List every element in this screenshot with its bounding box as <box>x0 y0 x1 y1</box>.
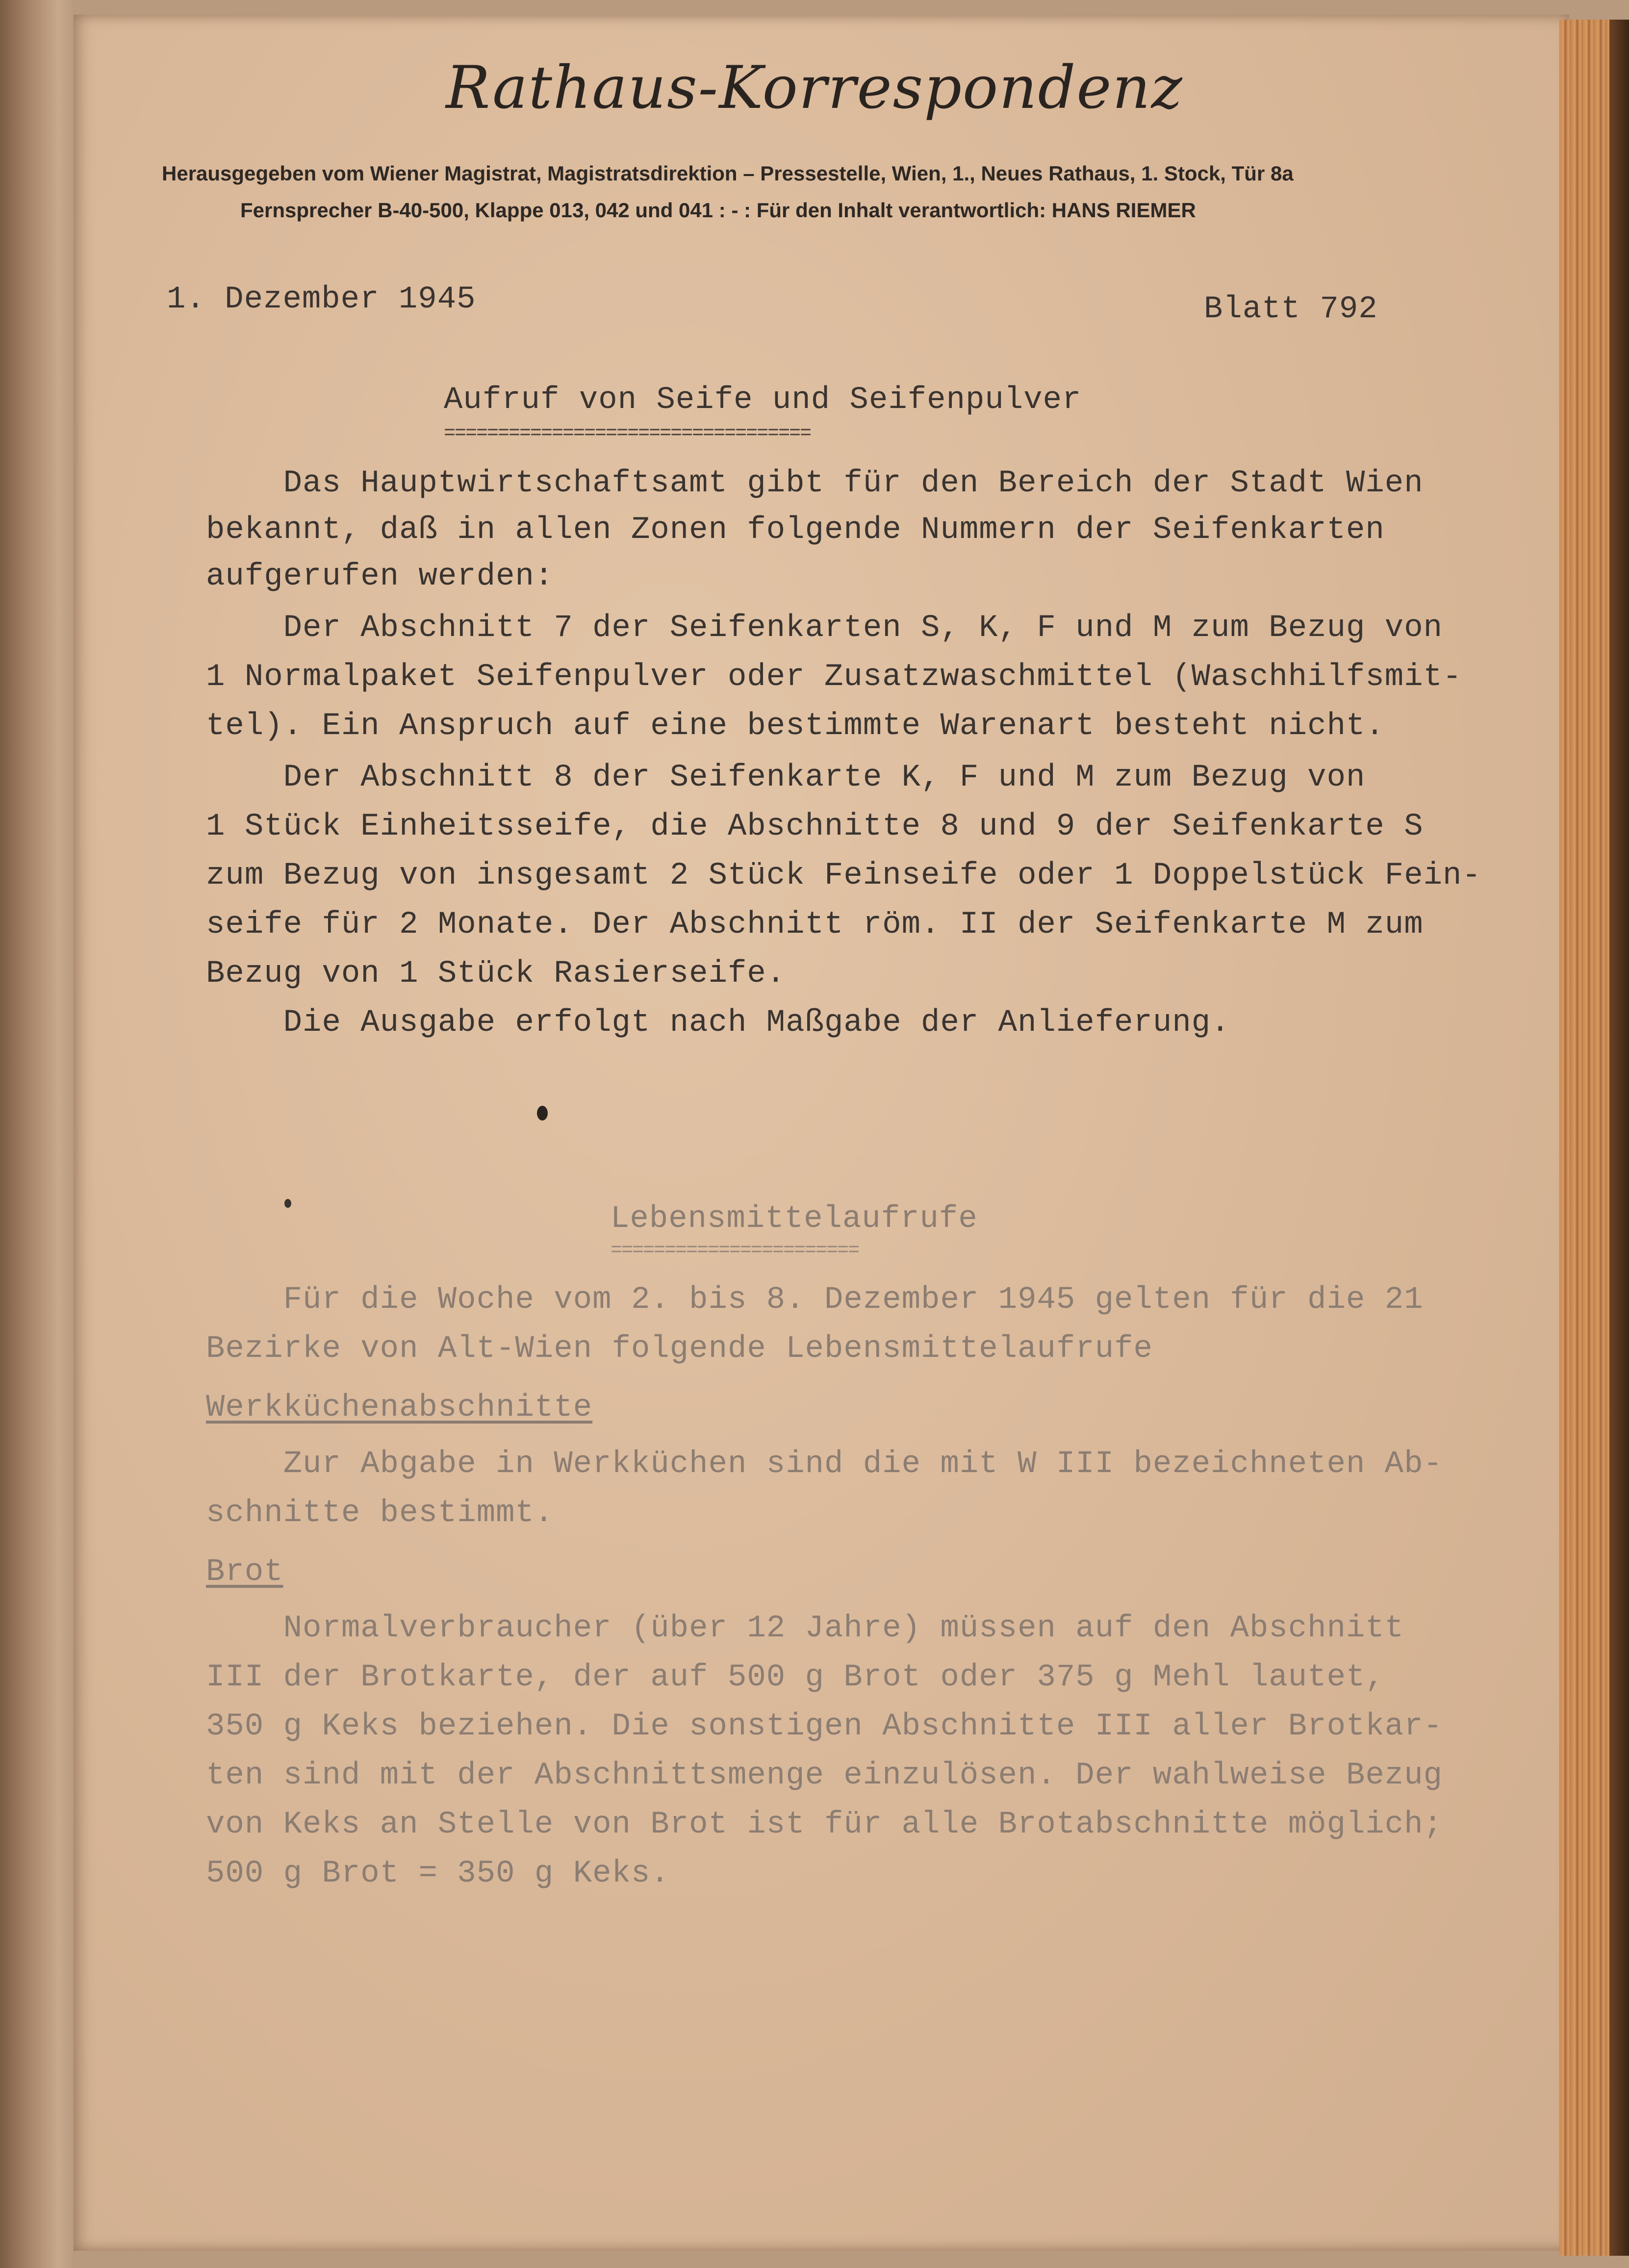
text-line: ten sind mit der Abschnittsmenge einzulösen. Der wahlweise Bezug <box>206 1758 1443 1793</box>
masthead-contact-line: Fernsprecher B-40-500, Klappe 013, 042 und 041 : - : Für den Inhalt verantwortlich: HANS RIEMER <box>240 199 1196 222</box>
text-line: bekannt, daß in allen Zonen folgende Nummern der Seifenkarten <box>206 512 1385 548</box>
subsection-title-canteen: Werkküchenabschnitte <box>206 1390 593 1426</box>
masthead-title: Rathaus-Korrespondenz <box>446 54 1183 122</box>
section-title-soap-underline: ================================== <box>444 423 811 445</box>
text-line: 500 g Brot = 350 g Keks. <box>206 1856 670 1891</box>
text-line: zum Bezug von insgesamt 2 Stück Feinseife oder 1 Doppelstück Fein- <box>206 858 1481 893</box>
page-edge-stack <box>1559 20 1629 2256</box>
text-line: Der Abschnitt 7 der Seifenkarten S, K, F und M zum Bezug von <box>206 611 1443 646</box>
sheet-number: Blatt 792 <box>1204 292 1378 327</box>
text-line: Der Abschnitt 8 der Seifenkarte K, F und M zum Bezug von <box>206 760 1366 795</box>
text-line: 1 Stück Einheitsseife, die Abschnitte 8 und 9 der Seifenkarte S <box>206 809 1424 844</box>
text-line: Das Hauptwirtschaftsamt gibt für den Bereich der Stadt Wien <box>206 466 1424 501</box>
text-line: tel). Ein Anspruch auf eine bestimmte Warenart besteht nicht. <box>206 709 1385 744</box>
ink-blot <box>537 1106 548 1121</box>
section-title-soap: Aufruf von Seife und Seifenpulver <box>444 382 1082 418</box>
text-line: Für die Woche vom 2. bis 8. Dezember 1945 gelten für die 21 <box>206 1282 1424 1318</box>
text-line: Zur Abgabe in Werkküchen sind die mit W III bezeichneten Ab- <box>206 1447 1443 1482</box>
page-edge-shadow <box>1609 20 1629 2256</box>
document-date: 1. Dezember 1945 <box>167 282 476 317</box>
document-page <box>74 15 1569 2251</box>
text-line: Bezirke von Alt-Wien folgende Lebensmittelaufrufe <box>206 1331 1153 1367</box>
ink-speck <box>284 1199 291 1208</box>
masthead-publisher-line: Herausgegeben vom Wiener Magistrat, Magistratsdirektion – Pressestelle, Wien, 1., Neues Rathaus, 1. Stock, Tür 8a <box>162 162 1294 185</box>
text-line: III der Brotkarte, der auf 500 g Brot oder 375 g Mehl lautet, <box>206 1660 1385 1695</box>
subsection-title-bread: Brot <box>206 1554 283 1590</box>
text-line: 1 Normalpaket Seifenpulver oder Zusatzwaschmittel (Waschhilfsmit- <box>206 660 1462 695</box>
section-title-food-underline: ======================= <box>611 1240 859 1262</box>
text-line: schnitte bestimmt. <box>206 1496 554 1531</box>
text-line: Normalverbraucher (über 12 Jahre) müssen auf den Abschnitt <box>206 1611 1404 1646</box>
text-line: aufgerufen werden: <box>206 559 554 594</box>
text-line: Die Ausgabe erfolgt nach Maßgabe der Anlieferung. <box>206 1005 1230 1041</box>
text-line: von Keks an Stelle von Brot ist für alle Brotabschnitte möglich; <box>206 1807 1443 1842</box>
left-page-fold <box>0 0 74 2268</box>
text-line: Bezug von 1 Stück Rasierseife. <box>206 956 786 992</box>
text-line: seife für 2 Monate. Der Abschnitt röm. II der Seifenkarte M zum <box>206 907 1424 943</box>
text-line: 350 g Keks beziehen. Die sonstigen Abschnitte III aller Brotkar- <box>206 1709 1443 1744</box>
section-title-food: Lebensmittelaufrufe <box>611 1201 978 1237</box>
